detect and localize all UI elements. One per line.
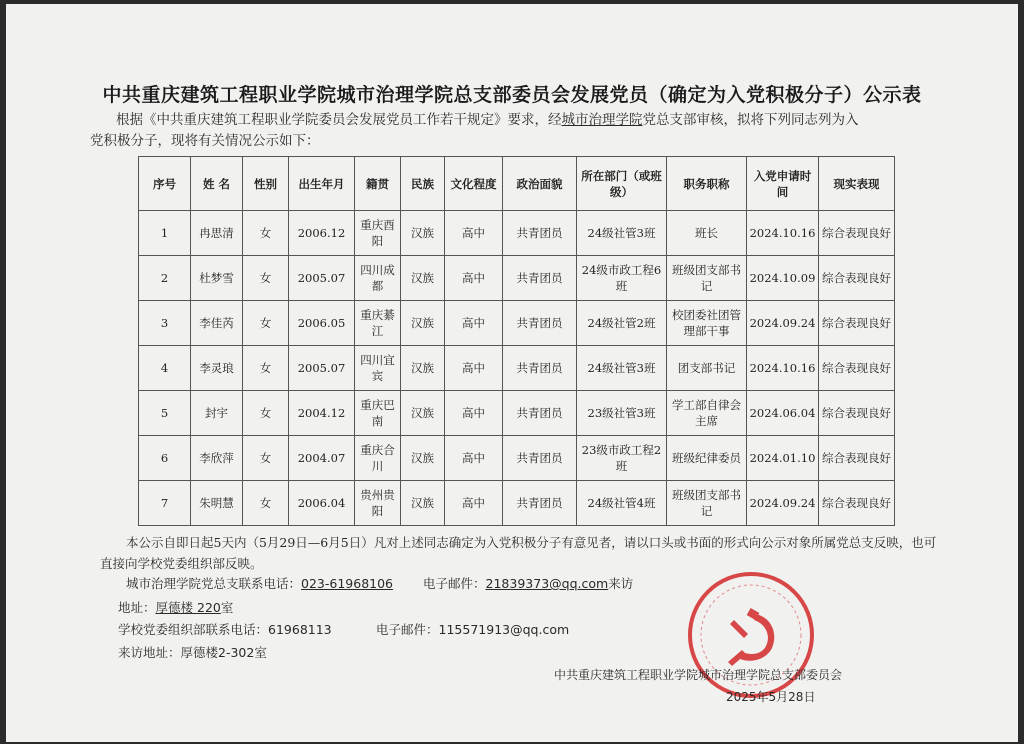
visit-address-value: 厚德楼2-302室: [180, 645, 267, 660]
cell-job: 班级团支部书记: [667, 256, 747, 301]
cell-edu: 高中: [445, 346, 503, 391]
cell-origin: 四川成都: [355, 256, 401, 301]
cell-apply: 2024.10.16: [747, 211, 819, 256]
branch-phone-label: 城市治理学院党总支联系电话：: [126, 576, 302, 591]
cell-dept: 24级社管4班: [577, 481, 667, 526]
cell-job: 班长: [667, 211, 747, 256]
cell-name: 朱明慧: [191, 481, 243, 526]
address-label: 地址：: [118, 600, 156, 615]
cell-sex: 女: [243, 256, 289, 301]
cell-no: 2: [139, 256, 191, 301]
cell-no: 7: [139, 481, 191, 526]
table-row: [139, 481, 895, 526]
cell-job: 学工部自律会主席: [667, 391, 747, 436]
cell-perf: 综合表现良好: [819, 481, 895, 526]
cell-no: 1: [139, 211, 191, 256]
cell-edu: 高中: [445, 256, 503, 301]
header-perf: 现实表现: [819, 157, 895, 211]
cell-ethnic: 汉族: [401, 436, 445, 481]
cell-name: 封宇: [191, 391, 243, 436]
cell-birth: 2005.07: [289, 346, 355, 391]
table-row: [139, 436, 895, 481]
visit-suffix: 来访: [608, 576, 634, 591]
cell-birth: 2005.07: [289, 256, 355, 301]
cell-apply: 2024.10.16: [747, 346, 819, 391]
cell-edu: 高中: [445, 301, 503, 346]
cell-job: 团支部书记: [667, 346, 747, 391]
notice-document: [6, 4, 1018, 742]
cell-perf: 综合表现良好: [819, 301, 895, 346]
cell-origin: 重庆酉阳: [355, 211, 401, 256]
cell-name: 杜梦雪: [191, 256, 243, 301]
cell-political: 共青团员: [503, 256, 577, 301]
address-suffix: 室: [220, 600, 234, 615]
cell-apply: 2024.01.10: [747, 436, 819, 481]
cell-sex: 女: [243, 436, 289, 481]
cell-origin: 贵州贵阳: [355, 481, 401, 526]
school-email: 115571913@qq.com: [438, 622, 570, 637]
cell-sex: 女: [243, 391, 289, 436]
cell-origin: 重庆合川: [355, 436, 401, 481]
issue-date: 2025年5月28日: [726, 690, 816, 704]
header-political: 政治面貌: [503, 157, 577, 211]
intro-text-2: 党总支部审核，拟将下列同志列为入: [642, 112, 859, 128]
notice-line-2: 直接向学校党委组织部反映。: [100, 556, 263, 571]
header-dept: 所在部门（或班级）: [577, 157, 667, 211]
cell-apply: 2024.09.24: [747, 301, 819, 346]
cell-sex: 女: [243, 481, 289, 526]
school-email-label: 电子邮件：: [376, 622, 439, 637]
intro-paragraph: [90, 110, 950, 152]
cell-edu: 高中: [445, 481, 503, 526]
table-row: [139, 256, 895, 301]
cell-ethnic: 汉族: [401, 301, 445, 346]
branch-contact: [126, 574, 633, 592]
page-title: 中共重庆建筑工程职业学院城市治理学院总支部委员会发展党员（确定为入党积极分子）公示表: [102, 84, 922, 106]
table-row: [139, 346, 895, 391]
school-contact: [118, 620, 569, 638]
cell-dept: 24级社管2班: [577, 301, 667, 346]
cell-ethnic: 汉族: [401, 346, 445, 391]
cell-no: 3: [139, 301, 191, 346]
candidate-table: [138, 156, 895, 526]
cell-birth: 2004.12: [289, 391, 355, 436]
cell-ethnic: 汉族: [401, 481, 445, 526]
cell-edu: 高中: [445, 391, 503, 436]
cell-dept: 23级社管3班: [577, 391, 667, 436]
header-no: 序号: [139, 157, 191, 211]
intro-text-3: 党积极分子，现将有关情况公示如下：: [90, 133, 320, 149]
cell-political: 共青团员: [503, 301, 577, 346]
table-header-row: [139, 157, 895, 211]
cell-dept: 24级社管3班: [577, 346, 667, 391]
cell-dept: 24级市政工程6班: [577, 256, 667, 301]
header-edu: 文化程度: [445, 157, 503, 211]
branch-phone: 023-61968106: [301, 576, 394, 591]
cell-perf: 综合表现良好: [819, 391, 895, 436]
issuing-organization: 中共重庆建筑工程职业学院城市治理学院总支部委员会: [554, 668, 843, 682]
cell-job: 班级团支部书记: [667, 481, 747, 526]
cell-sex: 女: [243, 346, 289, 391]
cell-birth: 2006.04: [289, 481, 355, 526]
cell-apply: 2024.09.24: [747, 481, 819, 526]
header-apply: 入党申请时间: [747, 157, 819, 211]
branch-email: 21839373@qq.com: [485, 576, 609, 591]
cell-name: 李灵琅: [191, 346, 243, 391]
header-job: 职务职称: [667, 157, 747, 211]
cell-birth: 2006.05: [289, 301, 355, 346]
cell-ethnic: 汉族: [401, 256, 445, 301]
cell-no: 4: [139, 346, 191, 391]
header-name: 姓 名: [191, 157, 243, 211]
visit-address: [118, 643, 267, 661]
table-row: [139, 301, 895, 346]
cell-name: 冉思清: [191, 211, 243, 256]
cell-political: 共青团员: [503, 211, 577, 256]
cell-name: 李佳芮: [191, 301, 243, 346]
cell-birth: 2006.12: [289, 211, 355, 256]
cell-political: 共青团员: [503, 346, 577, 391]
school-phone-label: 学校党委组织部联系电话：: [118, 622, 269, 637]
address-value: 厚德楼 220: [155, 600, 221, 615]
cell-origin: 四川宜宾: [355, 346, 401, 391]
cell-perf: 综合表现良好: [819, 436, 895, 481]
cell-political: 共青团员: [503, 481, 577, 526]
cell-political: 共青团员: [503, 436, 577, 481]
branch-email-label: 电子邮件：: [423, 576, 486, 591]
cell-job: 班级纪律委员: [667, 436, 747, 481]
visit-address-label: 来访地址：: [118, 645, 181, 660]
cell-ethnic: 汉族: [401, 391, 445, 436]
table-row: [139, 391, 895, 436]
cell-edu: 高中: [445, 436, 503, 481]
cell-origin: 重庆綦江: [355, 301, 401, 346]
notice-line-1: 本公示自即日起5天内（5月29日—6月5日）凡对上述同志确定为入党积极分子有意见者，请以口头或书面的形式向公示对象所属党总支反映，也可: [126, 535, 937, 550]
cell-dept: 24级社管3班: [577, 211, 667, 256]
header-ethnic: 民族: [401, 157, 445, 211]
school-phone: 61968113: [268, 622, 332, 637]
cell-dept: 23级市政工程2班: [577, 436, 667, 481]
cell-perf: 综合表现良好: [819, 256, 895, 301]
cell-no: 5: [139, 391, 191, 436]
cell-apply: 2024.06.04: [747, 391, 819, 436]
header-origin: 籍贯: [355, 157, 401, 211]
cell-sex: 女: [243, 301, 289, 346]
cell-sex: 女: [243, 211, 289, 256]
header-birth: 出生年月: [289, 157, 355, 211]
branch-address: [118, 598, 233, 616]
cell-birth: 2004.07: [289, 436, 355, 481]
intro-unit: 城市治理学院: [561, 112, 643, 128]
notice-paragraph: [100, 532, 960, 574]
cell-job: 校团委社团管理部干事: [667, 301, 747, 346]
cell-no: 6: [139, 436, 191, 481]
cell-perf: 综合表现良好: [819, 211, 895, 256]
cell-edu: 高中: [445, 211, 503, 256]
cell-name: 李欣萍: [191, 436, 243, 481]
table-row: [139, 211, 895, 256]
intro-text-1: 根据《中共重庆建筑工程职业学院委员会发展党员工作若干规定》要求，经: [116, 112, 562, 128]
cell-apply: 2024.10.09: [747, 256, 819, 301]
cell-perf: 综合表现良好: [819, 346, 895, 391]
cell-ethnic: 汉族: [401, 211, 445, 256]
cell-political: 共青团员: [503, 391, 577, 436]
header-sex: 性别: [243, 157, 289, 211]
cell-origin: 重庆巴南: [355, 391, 401, 436]
